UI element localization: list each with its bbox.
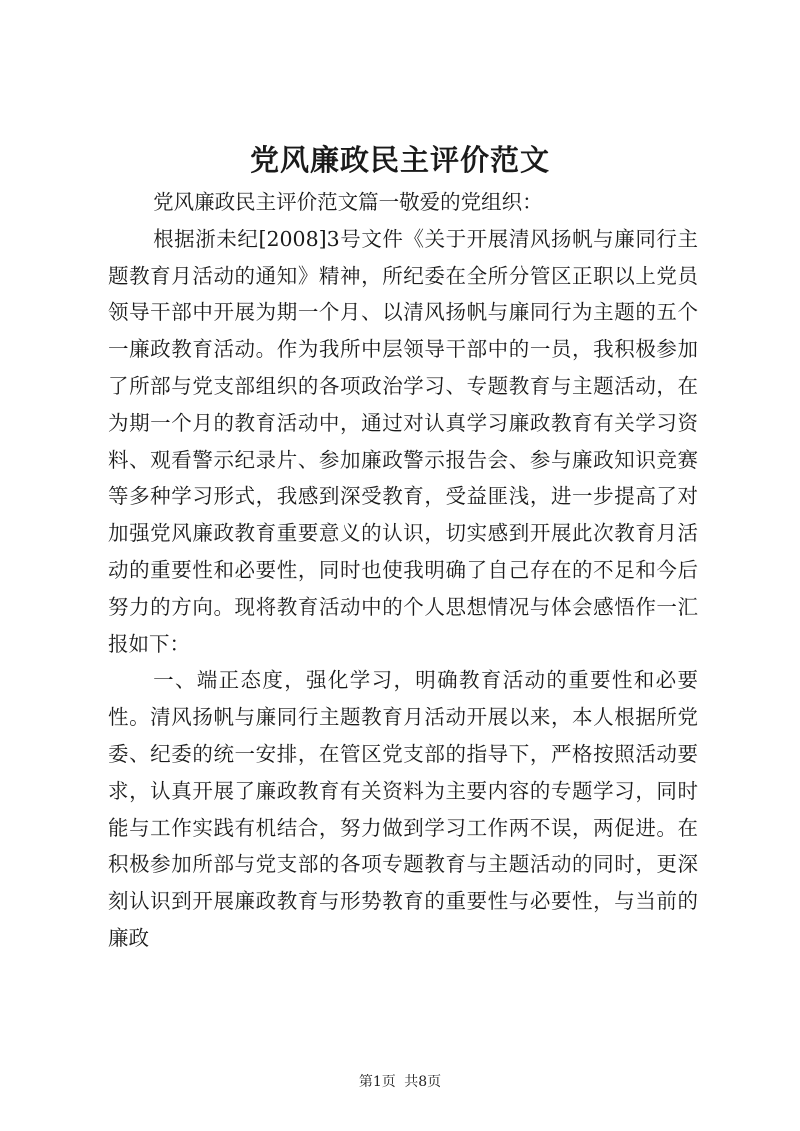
page-total: 共8页 — [404, 1074, 442, 1090]
paragraph-section-one: 一、端正态度，强化学习，明确教育活动的重要性和必要性。清风扬帆与廉同行主题教育月活动开展以来，本人根据所党委、纪委的统一安排，在管区党支部的指导下，严格按照活动要求，认真开展了廉政教育有关资料为主要内容的专题学习，同时能与工作实践有机结合，努力做到学习工作两不误，两促进。在积极参加所部与党支部的各项专题教育与主题活动的同时，更深刻认识到开展廉政教育与形势教育的重要性与必要性，与当前的廉政 — [108, 668, 698, 950]
paragraph-intro: 根据浙未纪[2008]3号文件《关于开展清风扬帆与廉同行主题教育月活动的通知》精神，所纪委在全所分管区正职以上党员领导干部中开展为期一个月、以清风扬帆与廉同行为主题的五个一廉政教育活动。作为我所中层领导干部中的一员，我积极参加了所部与党支部组织的各项政治学习、专题教育与主题活动，在为期一个月的教育活动中，通过对认真学习廉政教育有关学习资料、观看警示纪录片、参加廉政警示报告会、参与廉政知识竞赛等多种学习形式，我感到深受教育，受益匪浅，进一步提高了对加强党风廉政教育重要意义的认识，切实感到开展此次教育月活动的重要性和必要性，同时也使我明确了自己存在的不足和今后努力的方向。现将教育活动中的个人思想情况与体会感悟作一汇报如下： — [108, 226, 698, 656]
page-footer — [0, 1072, 800, 1092]
paragraph-salutation: 党风廉政民主评价范文篇一敬爱的党组织： — [153, 190, 543, 214]
page-number: 第1页 — [358, 1074, 396, 1090]
document-title: 党风廉政民主评价范文 — [249, 143, 550, 177]
document-body — [108, 184, 698, 957]
